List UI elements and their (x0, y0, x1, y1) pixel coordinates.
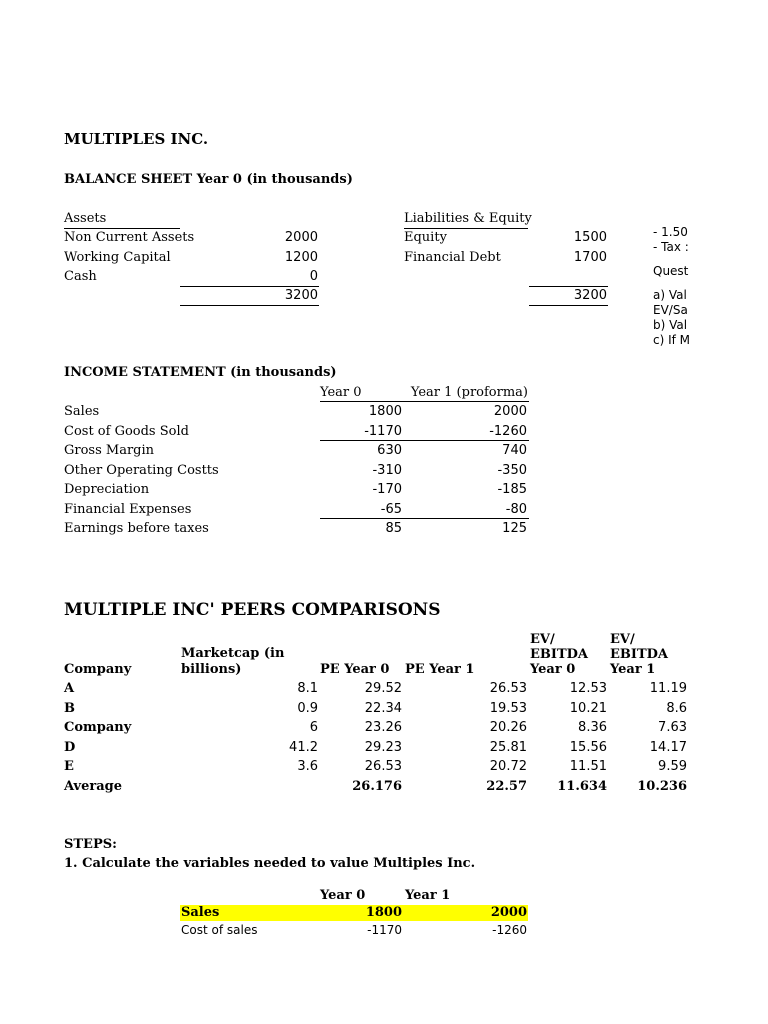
peer-ev0: 12.53 (569, 681, 607, 696)
side-note: c) If M (653, 333, 691, 347)
peer-pe1: 20.26 (489, 720, 527, 735)
steps-row-y1: 2000 (490, 905, 527, 920)
income-row-label: Other Operating Costts (64, 463, 219, 478)
peer-marketcap: 0.9 (297, 701, 318, 716)
peer-pe0: 23.26 (364, 720, 402, 735)
peer-ev1: 7.63 (658, 720, 687, 735)
steps-row-label: Sales (181, 905, 220, 920)
asset-value: 1200 (284, 250, 318, 265)
peers-header-ev1: Year 1 (610, 662, 656, 677)
page-title: MULTIPLES INC. (64, 130, 209, 148)
peer-pe1: 25.81 (489, 740, 527, 755)
peers-header-ev1: EV/ (610, 632, 635, 647)
liability-value: 1700 (573, 250, 607, 265)
steps-row-y0: 1800 (365, 905, 402, 920)
income-row-y0: 85 (385, 521, 402, 536)
peers-header-ev0: Year 0 (530, 662, 576, 677)
income-row-label: Financial Expenses (64, 502, 192, 517)
asset-label: Non Current Assets (64, 230, 195, 245)
income-row-label: Sales (64, 404, 100, 419)
liability-label: Equity (404, 230, 447, 245)
peers-header-marketcap: billions) (181, 662, 242, 677)
income-row-y0: -65 (380, 502, 402, 517)
peers-header-marketcap: Marketcap (in (181, 646, 285, 661)
side-notes (653, 225, 689, 348)
income-row-y1: 2000 (493, 404, 527, 419)
side-note: Quest (653, 264, 689, 278)
peers-header-pe0: PE Year 0 (320, 662, 390, 677)
asset-value: 2000 (284, 230, 318, 245)
peer-pe0: 29.23 (364, 740, 402, 755)
side-note: - Tax : (653, 240, 689, 254)
peers-header-company: Company (64, 662, 132, 677)
steps-col-year0: Year 0 (320, 888, 366, 903)
side-note: EV/Sa (653, 303, 688, 317)
peer-marketcap: 3.6 (297, 759, 318, 774)
income-row-y1: 740 (502, 443, 527, 458)
peer-marketcap: 6 (309, 720, 318, 735)
peers-average-ev1: 10.236 (637, 779, 687, 794)
peer-company: B (64, 701, 75, 716)
income-row-y1: -350 (497, 463, 527, 478)
peer-ev0: 10.21 (569, 701, 607, 716)
liability-label: Financial Debt (404, 250, 501, 265)
peer-ev1: 8.6 (666, 701, 687, 716)
peer-company: D (64, 740, 76, 755)
peer-ev1: 9.59 (658, 759, 687, 774)
income-row-y1: -185 (497, 482, 527, 497)
peer-company: A (64, 681, 75, 696)
peer-pe0: 29.52 (364, 681, 402, 696)
peers-average-pe1: 22.57 (486, 779, 527, 794)
peer-company: Company (64, 720, 132, 735)
peers-average-ev0: 11.634 (557, 779, 607, 794)
peer-ev1: 11.19 (649, 681, 687, 696)
peer-company: E (64, 759, 74, 774)
peer-ev0: 8.36 (578, 720, 607, 735)
peer-ev0: 15.56 (569, 740, 607, 755)
steps-col-year1: Year 1 (405, 888, 451, 903)
peers-heading: MULTIPLE INC' PEERS COMPARISONS (64, 600, 441, 620)
col-year1: Year 1 (proforma) (410, 385, 528, 400)
peer-pe1: 26.53 (489, 681, 527, 696)
peers-header-pe1: PE Year 1 (405, 662, 475, 677)
asset-label: Working Capital (64, 250, 171, 265)
income-row-y0: -170 (372, 482, 402, 497)
balance-sheet-heading: BALANCE SHEET Year 0 (in thousands) (64, 172, 353, 187)
assets-total: 3200 (284, 288, 318, 303)
income-row-y0: 1800 (368, 404, 402, 419)
steps-row-y1: -1260 (492, 923, 527, 937)
income-row-y0: -310 (372, 463, 402, 478)
liability-value: 1500 (573, 230, 607, 245)
steps-heading: STEPS: (64, 837, 117, 852)
peers-header-ev0: EBITDA (530, 647, 589, 662)
asset-value: 0 (309, 269, 318, 284)
liabilities-total: 3200 (573, 288, 607, 303)
peer-marketcap: 8.1 (297, 681, 318, 696)
liabilities-header: Liabilities & Equity (404, 211, 532, 226)
peer-pe1: 19.53 (489, 701, 527, 716)
peer-pe0: 22.34 (364, 701, 402, 716)
income-row-label: Gross Margin (64, 443, 155, 458)
steps-row-y0: -1170 (367, 923, 402, 937)
peers-average-label: Average (64, 779, 123, 794)
asset-label: Cash (64, 269, 97, 284)
peers-header-ev0: EV/ (530, 632, 555, 647)
peers-average-pe0: 26.176 (352, 779, 402, 794)
income-row-y0: 630 (377, 443, 402, 458)
peer-pe0: 26.53 (364, 759, 402, 774)
income-row-label: Cost of Goods Sold (64, 424, 189, 439)
income-row-y1: -1260 (489, 424, 527, 439)
income-row-label: Earnings before taxes (64, 521, 209, 536)
side-note: - 1.50 (653, 225, 688, 239)
income-row-label: Depreciation (64, 482, 150, 497)
peer-marketcap: 41.2 (289, 740, 318, 755)
peer-ev0: 11.51 (569, 759, 607, 774)
income-row-y1: -80 (505, 502, 527, 517)
side-note: b) Val (653, 318, 688, 332)
assets-header: Assets (64, 211, 107, 226)
steps-row-label: Cost of sales (181, 923, 258, 937)
step-1: 1. Calculate the variables needed to value Multiples Inc. (64, 856, 476, 871)
income-statement-heading: INCOME STATEMENT (in thousands) (64, 365, 337, 380)
income-row-y1: 125 (502, 521, 527, 536)
peer-pe1: 20.72 (489, 759, 527, 774)
side-note: a) Val (653, 288, 687, 302)
income-row-y0: -1170 (364, 424, 402, 439)
col-year0: Year 0 (320, 385, 362, 400)
peer-ev1: 14.17 (649, 740, 687, 755)
peers-header-ev1: EBITDA (610, 647, 669, 662)
